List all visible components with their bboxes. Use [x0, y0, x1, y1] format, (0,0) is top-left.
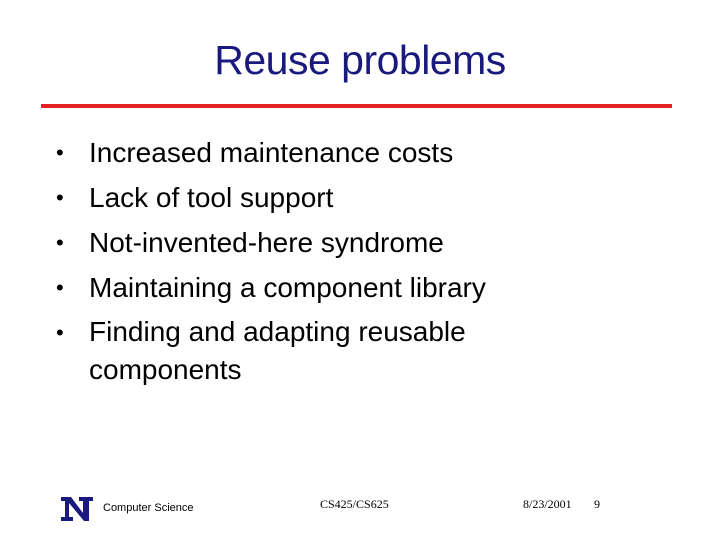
list-item: [56, 310, 656, 389]
bullet-list: [56, 130, 656, 389]
footer-department: Computer Science: [103, 502, 194, 514]
list-item: [56, 175, 656, 220]
title-divider: [41, 104, 672, 108]
footer-course: CS425/CS625: [320, 497, 389, 511]
bullet-marker: •: [56, 185, 64, 210]
bullet-marker: •: [56, 140, 64, 165]
footer-date: 8/23/2001: [523, 497, 572, 511]
list-item: [56, 130, 656, 175]
bullet-text: Finding and adapting reusable components: [89, 316, 466, 385]
bullet-marker: •: [56, 320, 64, 345]
slide-title: Reuse problems: [214, 37, 506, 83]
bullet-text: Not-invented-here syndrome: [89, 227, 444, 258]
bullet-text: Maintaining a component library: [89, 272, 486, 303]
bullet-marker: •: [56, 230, 64, 255]
northwestern-n-logo-icon: [60, 495, 94, 523]
bullet-marker: •: [56, 275, 64, 300]
bullet-text: Lack of tool support: [89, 182, 334, 213]
list-item: [56, 265, 656, 310]
footer-page-number: 9: [594, 497, 600, 511]
list-item: [56, 220, 656, 265]
bullet-text: Increased maintenance costs: [89, 137, 454, 168]
